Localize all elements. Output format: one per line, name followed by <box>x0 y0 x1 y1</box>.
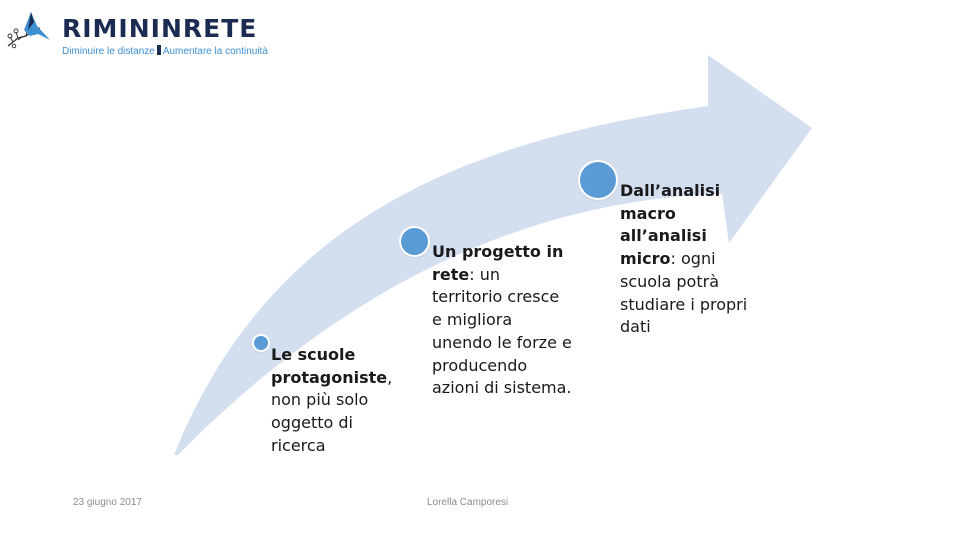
step-3-rest: : ogni scuola potrà studiare i propri dati <box>620 249 748 337</box>
step-2-text <box>432 241 572 400</box>
step-2-rest: : un territorio cresce e migliora unendo le forze e producendo azioni di sistema. <box>432 264 572 398</box>
step-1-dot <box>254 336 268 350</box>
step-3-dot <box>580 162 616 198</box>
step-2-dot <box>401 228 428 255</box>
step-3-text <box>620 180 750 339</box>
step-1-text <box>271 344 401 458</box>
footer-date: 23 giugno 2017 <box>73 497 142 508</box>
step-3-bold: Dall’analisi macro all’analisi micro <box>620 181 721 269</box>
logo-title: RIMININRETE <box>62 14 258 43</box>
step-1-bold: Le scuole protagoniste <box>271 345 388 387</box>
tagline-left: Diminuire le distanze <box>62 46 155 57</box>
step-2-bold: Un progetto in rete <box>432 242 564 284</box>
step-1-rest: , non più solo oggetto di ricerca <box>271 367 393 455</box>
tagline-right: Aumentare la continuità <box>162 46 268 57</box>
footer-author: Lorella Camporesi <box>427 497 509 508</box>
